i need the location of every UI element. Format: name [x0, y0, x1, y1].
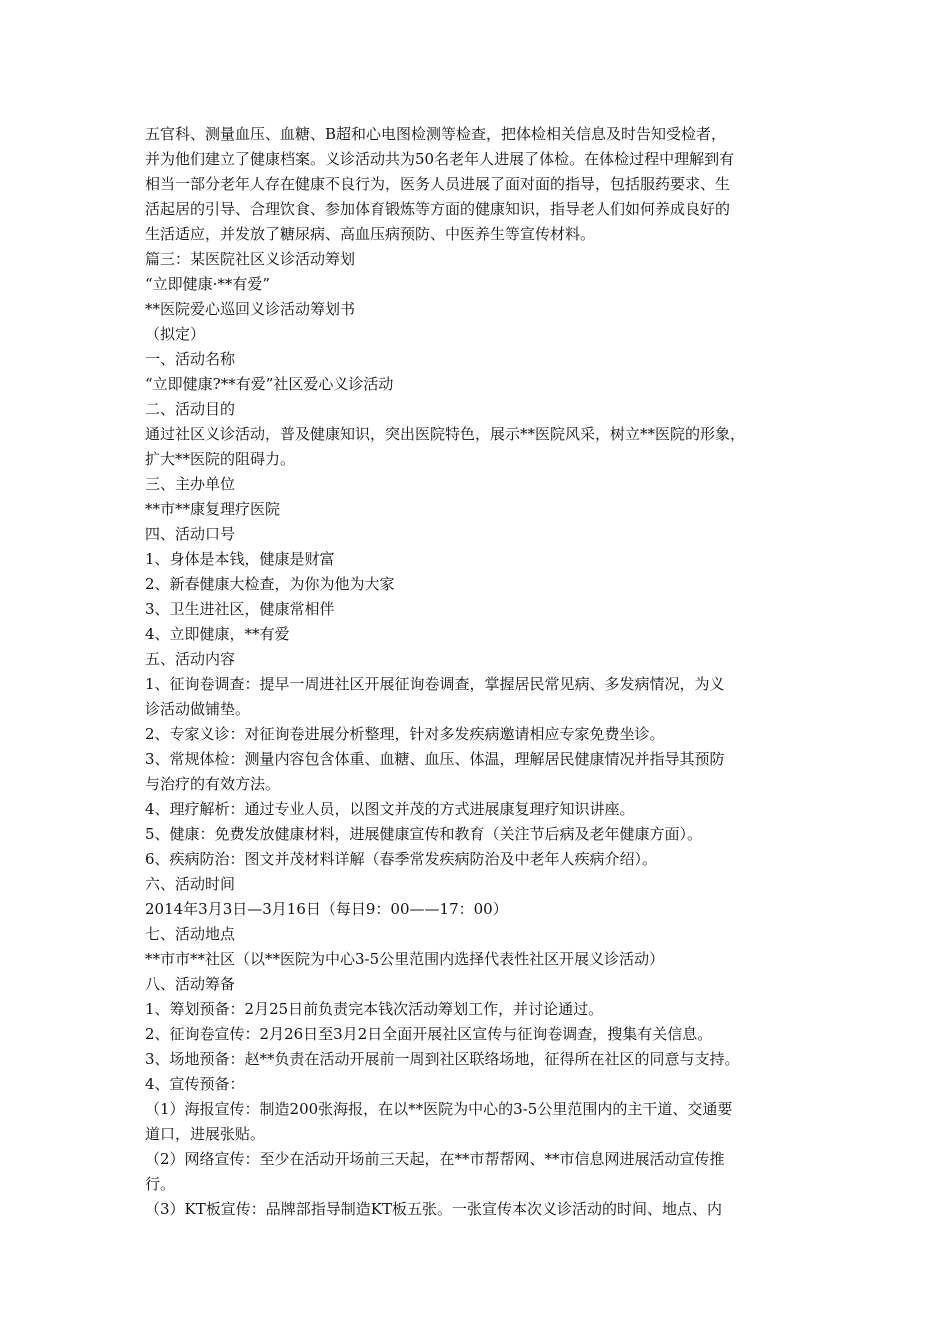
- list-item: 1、筹划预备：2月25日前负责完本钱次活动筹划工作，并讨论通过。: [145, 1000, 604, 1018]
- list-item: （1）海报宣传：制造200张海报，在以**医院为中心的3-5公里范围内的主干道、交通要: [145, 1100, 733, 1118]
- document-body: [145, 122, 815, 1222]
- section-heading: 篇三：某医院社区义诊活动筹划: [145, 250, 356, 268]
- heading-time: 六、活动时间: [145, 875, 236, 893]
- text-line: 诊活动做铺垫。: [145, 700, 251, 718]
- list-item: 5、健康：免费发放健康材料，进展健康宣传和教育（关注节后病及老年健康方面）。: [145, 825, 703, 843]
- list-item: 2、征询卷宣传：2月26日至3月2日全面开展社区宣传与征询卷调查，搜集有关信息。: [145, 1025, 713, 1043]
- list-item: （3）KT板宣传：品牌部指导制造KT板五张。一张宣传本次义诊活动的时间、地点、内: [145, 1200, 722, 1218]
- list-item: 4、立即健康，**有爱: [145, 625, 290, 643]
- event-slogan-title: “立即健康·**有爱”: [145, 275, 271, 293]
- text-line: 活起居的引导、合理饮食、参加体育锻炼等方面的健康知识，指导老人们如何养成良好的: [145, 200, 731, 218]
- heading-event-name: 一、活动名称: [145, 350, 236, 368]
- heading-organizer: 三、主办单位: [145, 475, 236, 493]
- list-item: 3、场地预备：赵**负责在活动开展前一周到社区联络场地，征得所在社区的同意与支持。: [145, 1050, 740, 1068]
- heading-slogans: 四、活动口号: [145, 525, 236, 543]
- text-line: 相当一部分老年人存在健康不良行为，医务人员进展了面对面的指导，包括服药要求、生: [145, 175, 731, 193]
- heading-content: 五、活动内容: [145, 650, 236, 668]
- text-line: 道口，进展张贴。: [145, 1125, 266, 1143]
- plan-title: **医院爱心巡回义诊活动筹划书: [145, 300, 356, 318]
- list-item: 2、新春健康大检查，为你为他为大家: [145, 575, 395, 593]
- heading-location: 七、活动地点: [145, 925, 236, 943]
- text-line: 并为他们建立了健康档案。义诊活动共为50名老年人进展了体检。在体检过程中理解到有: [145, 150, 735, 168]
- text-line: 生活适应，并发放了糖尿病、高血压病预防、中医养生等宣传材料。: [145, 225, 596, 243]
- list-item: 4、宣传预备：: [145, 1075, 245, 1093]
- text-line: 行。: [145, 1175, 176, 1193]
- text-line: 五官科、测量血压、血糖、B超和心电图检测等检查，把体检相关信息及时告知受检者，: [145, 125, 727, 143]
- draft-note: （拟定）: [145, 325, 206, 343]
- heading-event-purpose: 二、活动目的: [145, 400, 236, 418]
- text-line: **市**康复理疗医院: [145, 500, 281, 518]
- text-line: 2014年3月3日—3月16日（每日9：00——17：00）: [145, 900, 508, 918]
- text-line: 通过社区义诊活动，普及健康知识，突出医院特色，展示**医院风采，树立**医院的形象，: [145, 425, 746, 443]
- text-line: **市市**社区（以**医院为中心3-5公里范围内选择代表性社区开展义诊活动）: [145, 950, 665, 968]
- text-line: 与治疗的有效方法。: [145, 775, 281, 793]
- list-item: 3、卫生进社区，健康常相伴: [145, 600, 335, 618]
- heading-preparation: 八、活动筹备: [145, 975, 236, 993]
- text-line: 扩大**医院的阻碍力。: [145, 450, 296, 468]
- list-item: 1、征询卷调查：提早一周进社区开展征询卷调查，掌握居民常见病、多发病情况，为义: [145, 675, 725, 693]
- text-line: “立即健康?**有爱”社区爱心义诊活动: [145, 375, 394, 393]
- list-item: 1、身体是本钱，健康是财富: [145, 550, 335, 568]
- list-item: 6、疾病防治：图文并茂材料详解（春季常发疾病防治及中老年人疾病介绍）。: [145, 850, 658, 868]
- list-item: （2）网络宣传：至少在活动开场前三天起，在**市帮帮网、**市信息网进展活动宣传推: [145, 1150, 725, 1168]
- list-item: 4、理疗解析：通过专业人员，以图文并茂的方式进展康复理疗知识讲座。: [145, 800, 635, 818]
- list-item: 3、常规体检：测量内容包含体重、血糖、血压、体温，理解居民健康情况并指导其预防: [145, 750, 725, 768]
- list-item: 2、专家义诊：对征询卷进展分析整理，针对多发疾病邀请相应专家免费坐诊。: [145, 725, 665, 743]
